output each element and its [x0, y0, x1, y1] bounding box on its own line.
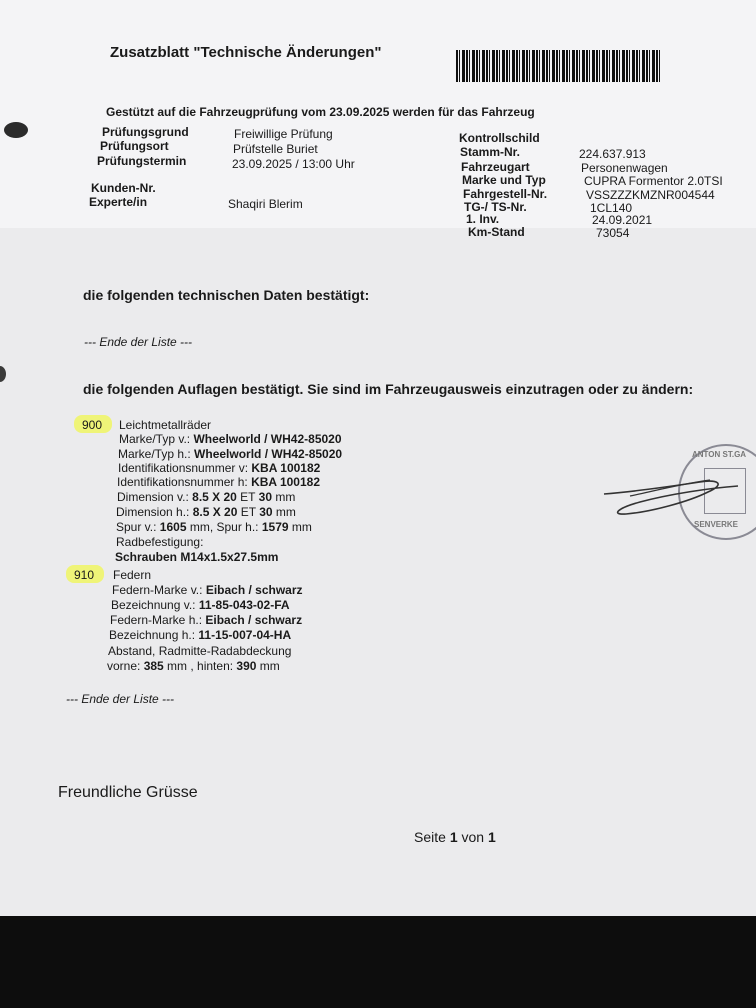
pruefungsort-value: Prüfstelle Buriet: [233, 142, 318, 156]
section-technical-data-heading: die folgenden technischen Daten bestätigt:: [83, 287, 370, 303]
stamp-text-top: ANTON ST.GA: [692, 450, 747, 459]
item-910-title: Federn: [113, 568, 152, 582]
item-900-code: 900: [82, 418, 103, 432]
barcode: [456, 50, 662, 82]
item-900-line: Schrauben M14x1.5x27.5mm: [115, 550, 279, 564]
item-900-line: Dimension h.: 8.5 X 20 ET 30 mm: [116, 505, 296, 519]
section-conditions-heading: die folgenden Auflagen bestätigt. Sie sind im Fahrzeugausweis einzutragen oder zu ändern:: [83, 381, 694, 397]
pruefungsgrund-value: Freiwillige Prüfung: [234, 127, 333, 141]
page-indicator: Seite 1 von 1: [414, 829, 496, 845]
item-910-line: Federn-Marke h.: Eibach / schwarz: [110, 613, 303, 627]
tg-ts-value: 1CL140: [590, 201, 633, 215]
item-900-line: Identifikationsnummer h: KBA 100182: [117, 475, 320, 489]
item-900-line: Marke/Typ h.: Wheelworld / WH42-85020: [118, 447, 343, 461]
stamm-nr-label: Stamm-Nr.: [460, 145, 521, 159]
fahrzeugart-label: Fahrzeugart: [461, 160, 530, 174]
item-910-line: Bezeichnung v.: 11-85-043-02-FA: [111, 598, 290, 612]
section-conditions-end: --- Ende der Liste ---: [66, 692, 175, 706]
item-910-line: Bezeichnung h.: 11-15-007-04-HA: [109, 628, 292, 642]
punch-hole: [4, 122, 28, 138]
item-900-line: Spur v.: 1605 mm, Spur h.: 1579 mm: [116, 520, 312, 534]
closing-greeting: Freundliche Grüsse: [58, 784, 198, 801]
marke-typ-label: Marke und Typ: [462, 173, 546, 187]
pruefungsgrund-label: Prüfungsgrund: [102, 125, 189, 139]
item-910-line: Abstand, Radmitte-Radabdeckung: [108, 644, 292, 658]
document-title: Zusatzblatt "Technische Änderungen": [110, 44, 382, 61]
pruefungsort-label: Prüfungsort: [100, 139, 169, 153]
item-900-line: Radbefestigung:: [116, 535, 204, 549]
item-910-code: 910: [74, 568, 95, 582]
item-900-line: Marke/Typ v.: Wheelworld / WH42-85020: [119, 432, 342, 446]
kontrollschild-label: Kontrollschild: [459, 131, 540, 145]
item-900-line: Identifikationsnummer v: KBA 100182: [118, 461, 321, 475]
pruefungstermin-label: Prüfungstermin: [97, 154, 187, 168]
stamp-text-bottom: SENVERKE: [694, 520, 739, 529]
kunden-nr-label: Kunden-Nr.: [91, 181, 156, 195]
section-technical-data-end: --- Ende der Liste ---: [84, 335, 193, 349]
fahrzeugart-value: Personenwagen: [581, 161, 668, 175]
inverkehrsetzung-label: 1. Inv.: [466, 212, 500, 226]
tg-ts-label: TG-/ TS-Nr.: [464, 200, 527, 214]
item-900-line: Dimension v.: 8.5 X 20 ET 30 mm: [117, 490, 296, 504]
fahrgestell-label: Fahrgestell-Nr.: [463, 187, 548, 201]
inverkehrsetzung-value: 24.09.2021: [592, 213, 653, 227]
stamm-nr-value: 224.637.913: [579, 147, 646, 161]
experte-value: Shaqiri Blerim: [228, 197, 303, 211]
marke-typ-value: CUPRA Formentor 2.0TSI: [584, 174, 723, 188]
pruefungstermin-value: 23.09.2025 / 13:00 Uhr: [232, 157, 355, 171]
item-910-line: Federn-Marke v.: Eibach / schwarz: [112, 583, 303, 597]
experte-label: Experte/in: [89, 195, 148, 209]
signature: [600, 462, 740, 522]
intro-text: Gestützt auf die Fahrzeugprüfung vom 23.09.2025 werden für das Fahrzeug: [106, 105, 535, 119]
paper-header-section: [0, 0, 756, 248]
km-stand-label: Km-Stand: [468, 225, 525, 239]
item-900-title: Leichtmetallräder: [119, 418, 212, 432]
km-stand-value: 73054: [596, 226, 630, 240]
item-910-line: vorne: 385 mm , hinten: 390 mm: [107, 659, 280, 673]
fahrgestell-value: VSSZZZKMZNR004544: [586, 188, 715, 202]
